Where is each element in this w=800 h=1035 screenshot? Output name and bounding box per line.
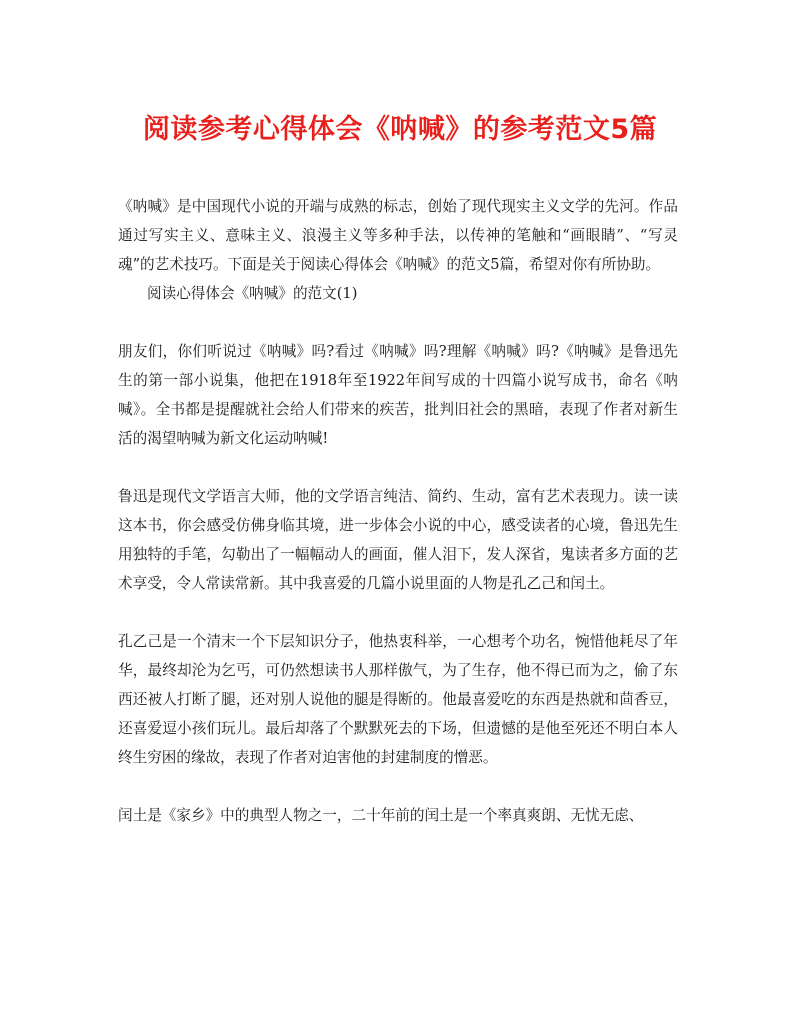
body-paragraph-1: 朋友们，你们听说过《呐喊》吗?看过《呐喊》吗?理解《呐喊》吗?《呐喊》是鲁迅先生的第一部小说集，他把在1918年至1922年间写成的十四篇小说写成书，命名《呐喊》。全书都是提醒就社会给人们带来的疾苦，批判旧社会的黑暗，表现了作者对新生活的渴望呐喊为新文化运动呐喊!	[118, 343, 678, 447]
document-body	[118, 192, 678, 830]
body-paragraph-4: 闰土是《家乡》中的典型人物之一，二十年前的闰土是一个率真爽朗、无忧无虑、	[118, 807, 644, 824]
paragraph-gap	[118, 598, 678, 627]
document-title: 阅读参考心得体会《呐喊》的参考范文5篇	[142, 114, 658, 145]
body-paragraph-3: 孔乙己是一个清末一个下层知识分子，他热衷科举，一心想考个功名，惋惜他耗尽了年华，最终却沦为乞丐，可仍然想读书人那样傲气，为了生存，他不得已而为之，偷了东西还被人打断了腿，还对别人说他的腿是得断的。他最喜爱吃的东西是热就和茴香豆，还喜爱逗小孩们玩儿。最后却落了个默默死去的下场，但遗憾的是他至死还不明白本人终生穷困的缘故，表现了作者对迫害他的封建制度的憎恶。	[118, 633, 678, 766]
intro-paragraph: 《呐喊》是中国现代小说的开端与成熟的标志，创始了现代现实主义文学的先河。作品通过写实主义、意味主义、浪漫主义等多种手法，以传神的笔触和“画眼睛”、“写灵魂”的艺术技巧。下面是关于阅读心得体会《呐喊》的范文5篇，希望对你有所协助。	[118, 198, 678, 273]
paragraph-gap	[118, 453, 678, 482]
paragraph-gap	[118, 308, 678, 337]
paragraph-gap	[118, 772, 678, 801]
body-paragraph-2: 鲁迅是现代文学语言大师，他的文学语言纯洁、简约、生动，富有艺术表现力。读一读这本书，你会感受仿佛身临其境，进一步体会小说的中心，感受读者的心境，鲁迅先生用独特的手笔，勾勒出了一幅幅动人的画面，催人泪下，发人深省，鬼读者多方面的艺术享受，令人常读常新。其中我喜爱的几篇小说里面的人物是孔乙己和闰土。	[118, 488, 678, 592]
section-heading: 阅读心得体会《呐喊》的范文(1)	[147, 285, 358, 302]
